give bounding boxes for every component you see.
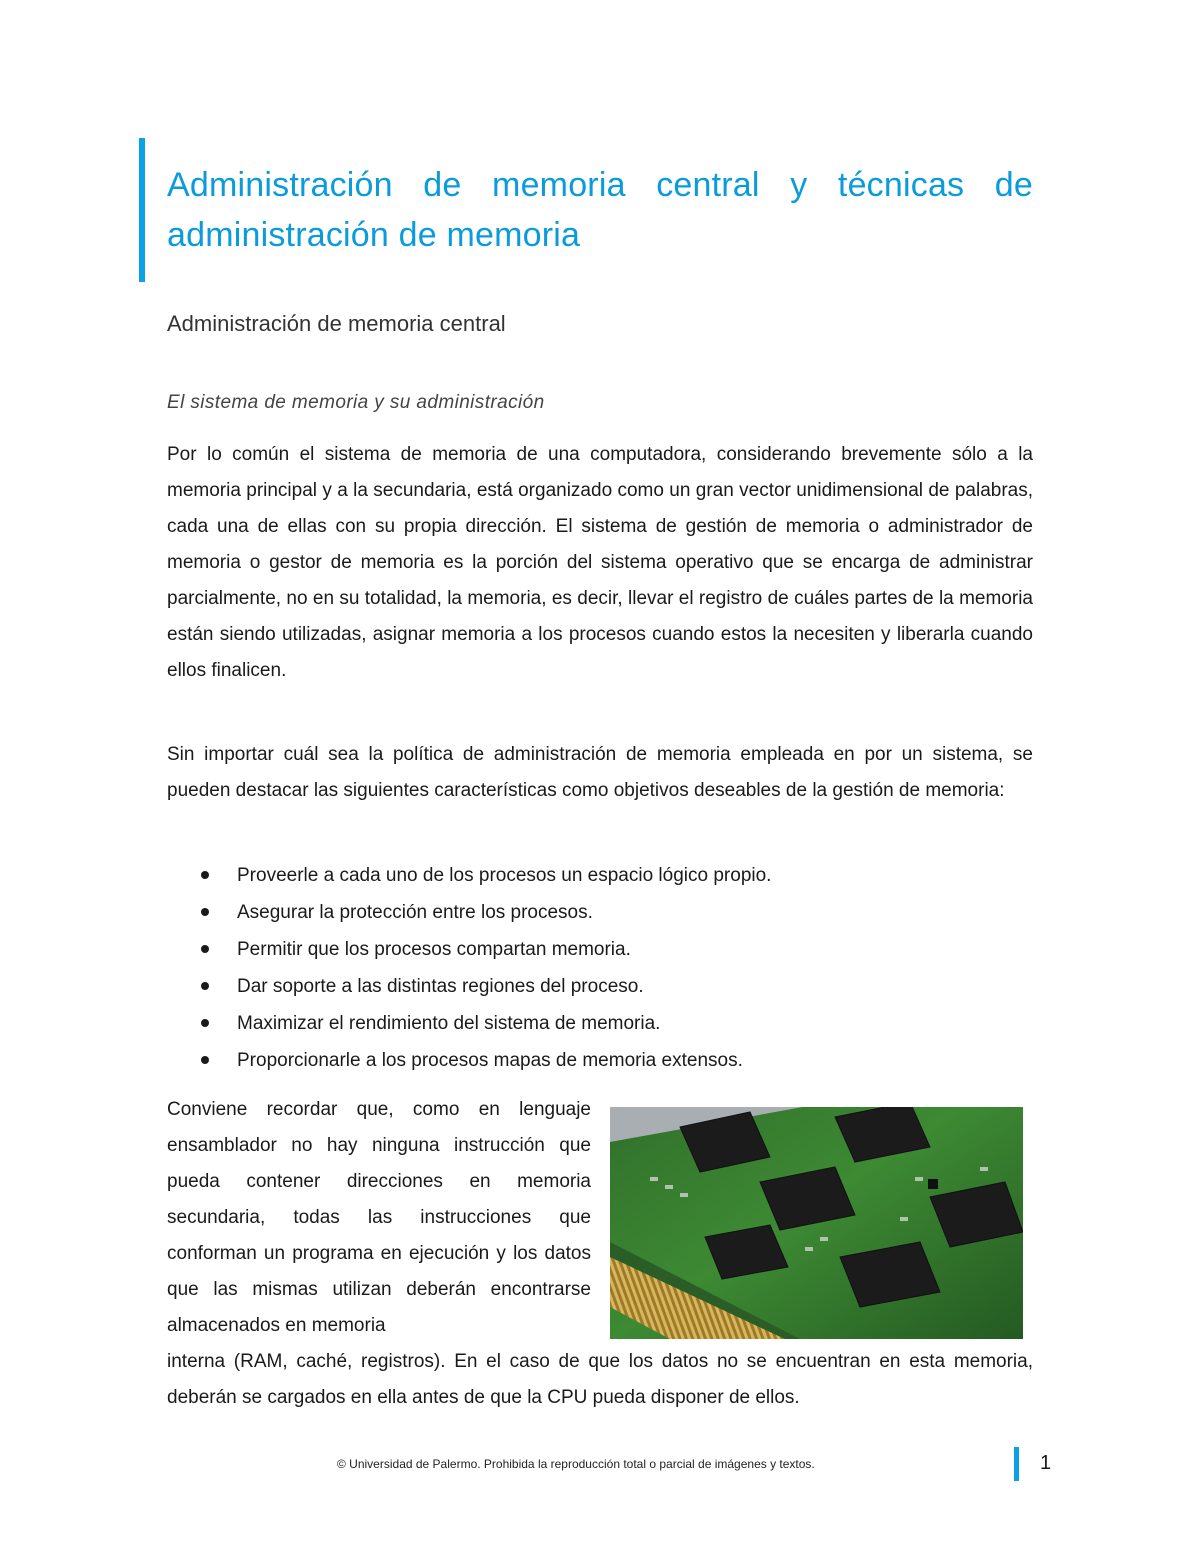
body-paragraph-2: Sin importar cuál sea la política de administración de memoria empleada en por un sistema, se pueden destacar las siguientes características como objetivos deseables de la gestión de memoria: — [167, 744, 1033, 801]
list-item-text: Proveerle a cada uno de los procesos un espacio lógico propio. — [237, 865, 772, 886]
list-item — [167, 1005, 1033, 1042]
list-item-text: Dar soporte a las distintas regiones del proceso. — [237, 976, 644, 997]
footer-copyright: © Universidad de Palermo. Prohibida la reproducción total o parcial de imágenes y textos. — [337, 1457, 815, 1471]
page-number: 1 — [1040, 1452, 1052, 1474]
objectives-list — [167, 857, 1033, 1079]
footer-accent-bar — [1014, 1447, 1019, 1481]
body-paragraph-3: Conviene recordar que, como en lenguaje ensamblador no hay ninguna instrucción que pueda contener direcciones en memoria secundaria, todas las instrucciones que conforman un programa en ejecución y los datos que las mismas utilizan deberán encontrarse almacenados en memoria — [167, 1099, 591, 1336]
body-paragraph-4: interna (RAM, caché, registros). En el caso de que los datos no se encuentran en esta memoria, deberán se cargados en ella antes de que la CPU pueda disponer de ellos. — [167, 1351, 1033, 1408]
list-item — [167, 857, 1033, 894]
bullet-icon — [201, 945, 209, 953]
list-item-text: Permitir que los procesos compartan memoria. — [237, 939, 631, 960]
document-title: Administración de memoria central y técnicas de administración de memoria — [167, 166, 1033, 254]
body-paragraph-1: Por lo común el sistema de memoria de una computadora, considerando brevemente sólo a la memoria principal y a la secundaria, está organizado como un gran vector unidimensional de palabras, cada una de ellas con su propia dirección. El sistema de gestión de memoria o administrador de memoria o gestor de memoria es la porción del sistema operativo que se encarga de administrar parcialmente, no en su totalidad, la memoria, es decir, llevar el registro de cuáles partes de la memoria están siendo utilizadas, asignar memoria a los procesos cuando estos la necesiten y liberarla cuando ellos finalicen. — [167, 444, 1033, 681]
sub-heading: El sistema de memoria y su administración — [167, 392, 545, 413]
bullet-icon — [201, 1056, 209, 1064]
bullet-icon — [201, 1019, 209, 1027]
list-item — [167, 931, 1033, 968]
section-heading: Administración de memoria central — [167, 311, 506, 336]
title-accent-bar — [139, 138, 145, 282]
bullet-icon — [201, 871, 209, 879]
list-item — [167, 1042, 1033, 1079]
ram-module-image — [610, 1107, 1023, 1339]
bullet-icon — [201, 982, 209, 990]
list-item — [167, 968, 1033, 1005]
bullet-icon — [201, 908, 209, 916]
list-item-text: Maximizar el rendimiento del sistema de memoria. — [237, 1013, 661, 1034]
list-item-text: Asegurar la protección entre los procesos. — [237, 902, 593, 923]
list-item — [167, 894, 1033, 931]
list-item-text: Proporcionarle a los procesos mapas de memoria extensos. — [237, 1050, 743, 1071]
